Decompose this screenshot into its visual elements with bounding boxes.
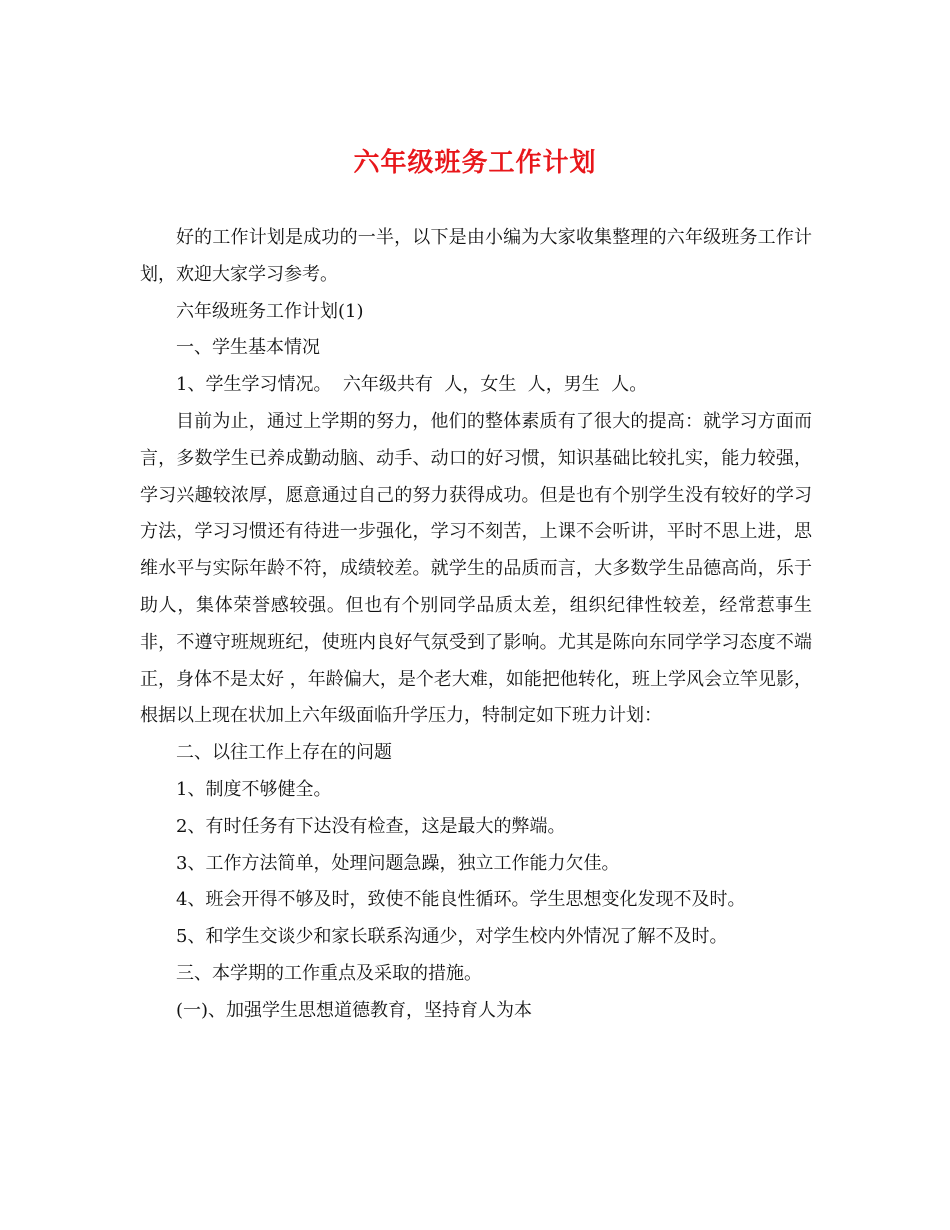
section-heading-2: 二、以往工作上存在的问题 xyxy=(176,742,392,764)
problem-item-1: 1、制度不够健全。 xyxy=(176,778,332,800)
problem-item-2: 2、有时任务有下达没有检查，这是最大的弊端。 xyxy=(176,815,566,837)
section-heading-3: 三、本学期的工作重点及采取的措施。 xyxy=(176,962,482,984)
problem-item-4: 4、班会开得不够及时，致使不能良性循环。学生思想变化发现不及时。 xyxy=(176,889,746,911)
section-heading-1: 一、学生基本情况 xyxy=(176,337,320,359)
document-title: 六年级班务工作计划 xyxy=(353,148,597,178)
plan-subtitle: 六年级班务工作计划(1) xyxy=(176,300,364,322)
problem-item-5: 5、和学生交谈少和家长联系沟通少，对学生校内外情况了解不及时。 xyxy=(176,926,728,948)
situation-paragraph: 目前为止，通过上学期的努力，他们的整体素质有了很大的提高：就学习方面而言，多数学生已养成勤动脑、动手、动口的好习惯，知识基础比较扎实，能力较强，学习兴趣较浓厚，愿意通过自己的努力获得成功。但是也有个别学生没有较好的学习方法，学习习惯还有待进一步强化，学习不刻苦，上课不会听讲，平时不思上进，思维水平与实际年龄不符，成绩较差。就学生的品质而言，大多数学生品德高尚，乐于助人，集体荣誉感较强。但也有个别同学品质太差，组织纪律性较差，经常惹事生非，不遵守班规班纪，使班内良好气氛受到了影响。尤其是陈向东同学学习态度不端正，身体不是太好 ，年龄偏大，是个老大难，如能把他转化，班上学风会立竿见影，根据以上现在状加上六年级面临升学压力，特制定如下班力计划： xyxy=(140,410,812,727)
subsection-heading-1: (一)、加强学生思想道德教育，坚持育人为本 xyxy=(176,999,533,1021)
intro-paragraph: 好的工作计划是成功的一半，以下是由小编为大家收集整理的六年级班务工作计划，欢迎大家学习参考。 xyxy=(140,227,812,285)
document-body xyxy=(140,220,812,1030)
student-count-line: 1、学生学习情况。 六年级共有 人，女生 人，男生 人。 xyxy=(176,374,648,396)
problem-item-3: 3、工作方法简单，处理问题急躁，独立工作能力欠佳。 xyxy=(176,852,620,874)
